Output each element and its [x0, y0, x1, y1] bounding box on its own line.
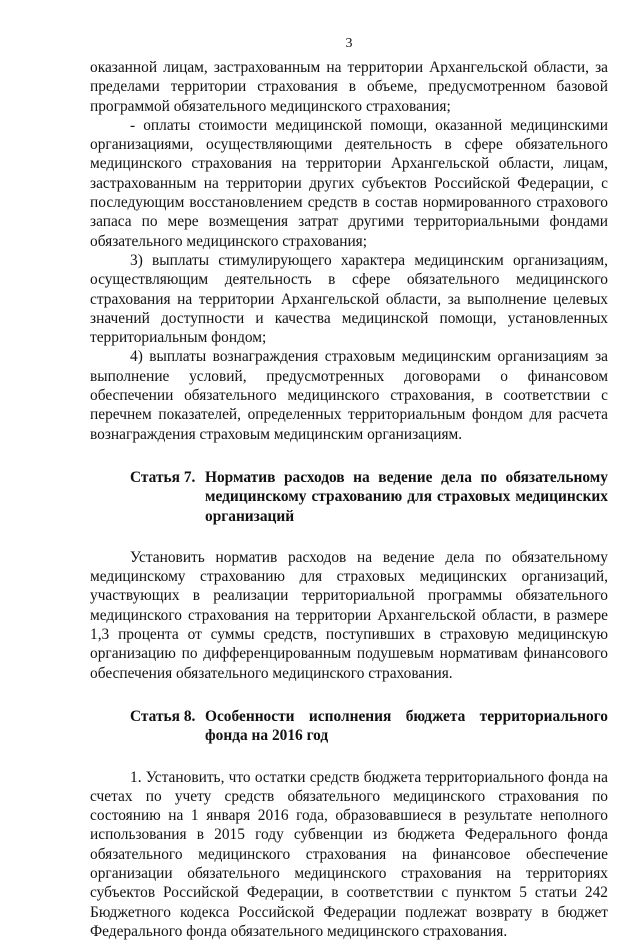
article-8-number: Статья 8. [90, 707, 203, 746]
paragraph-continuation: оказанной лицам, застрахованным на территории Архангельской области, за пределами территории страхования в объеме, предусмотренном базовой программой обязательного медицинского страхования; [90, 58, 608, 116]
section-gap [90, 444, 608, 468]
article-7-text: Установить норматив расходов на ведение дела по обязательному медицинскому страхованию для страховых медицинских организаций, участвующих в реализации территориальной программы обязательного медицинского страхования на территории Архангельской области, в размере 1,3 процента от суммы средств, поступивших в страховую медицинскую организацию по дифференцированным подушевым нормативам финансового обеспечения обязательного медицинского страхования. [90, 548, 608, 683]
paragraph-item-3: 3) выплаты стимулирующего характера медицинским организациям, осуществляющим деятельность в сфере обязательного медицинского страхования на территории Архангельской области, за выполнение целевых значений доступности и качества медицинской помощи, установленных территориальным фондом; [90, 251, 608, 347]
paragraph-item-4: 4) выплаты вознаграждения страховым медицинским организациям за выполнение условий, предусмотренных договорами о финансовом обеспечении обязательного медицинского страхования, в соответствии с перечнем показателей, определенных территориальным фондом для расчета вознаграждения страховым медицинским организациям. [90, 347, 608, 443]
article-8-title: Особенности исполнения бюджета территориального фонда на 2016 год [203, 707, 608, 746]
section-gap [90, 683, 608, 707]
page-number: 3 [90, 36, 608, 52]
article-8-text: 1. Установить, что остатки средств бюджета территориального фонда на счетах по учету средств обязательного медицинского страхования по состоянию на 1 января 2016 года, образовавшиеся в результате неполного использования в 2015 году субвенции из бюджета Федерального фонда обязательного медицинского страхования на финансовое обеспечение организации обязательного медицинского страхования на территориях субъектов Российской Федерации, в соответствии с пунктом 5 статьи 242 Бюджетного кодекса Российской Федерации подлежат возврату в бюджет Федерального фонда обязательного медицинского страхования. [90, 768, 608, 941]
article-7-heading [90, 468, 608, 526]
document-page [90, 36, 608, 941]
paragraph-bullet-payment: - оплаты стоимости медицинской помощи, оказанной медицинскими организациями, осуществляющими деятельность в сфере обязательного медицинского страхования на территории Архангельской области, лицам, застрахованным на территории других субъектов Российской Федерации, с последующим восстановлением средств в состав нормированного страхового запаса по мере возмещения затрат другими территориальными фондами обязательного медицинского страхования; [90, 116, 608, 251]
article-7-title: Норматив расходов на ведение дела по обязательному медицинскому страхованию для страховых медицинских организаций [203, 468, 608, 526]
section-gap [90, 526, 608, 548]
section-gap [90, 746, 608, 768]
article-8-heading [90, 707, 608, 746]
article-7-number: Статья 7. [90, 468, 203, 526]
